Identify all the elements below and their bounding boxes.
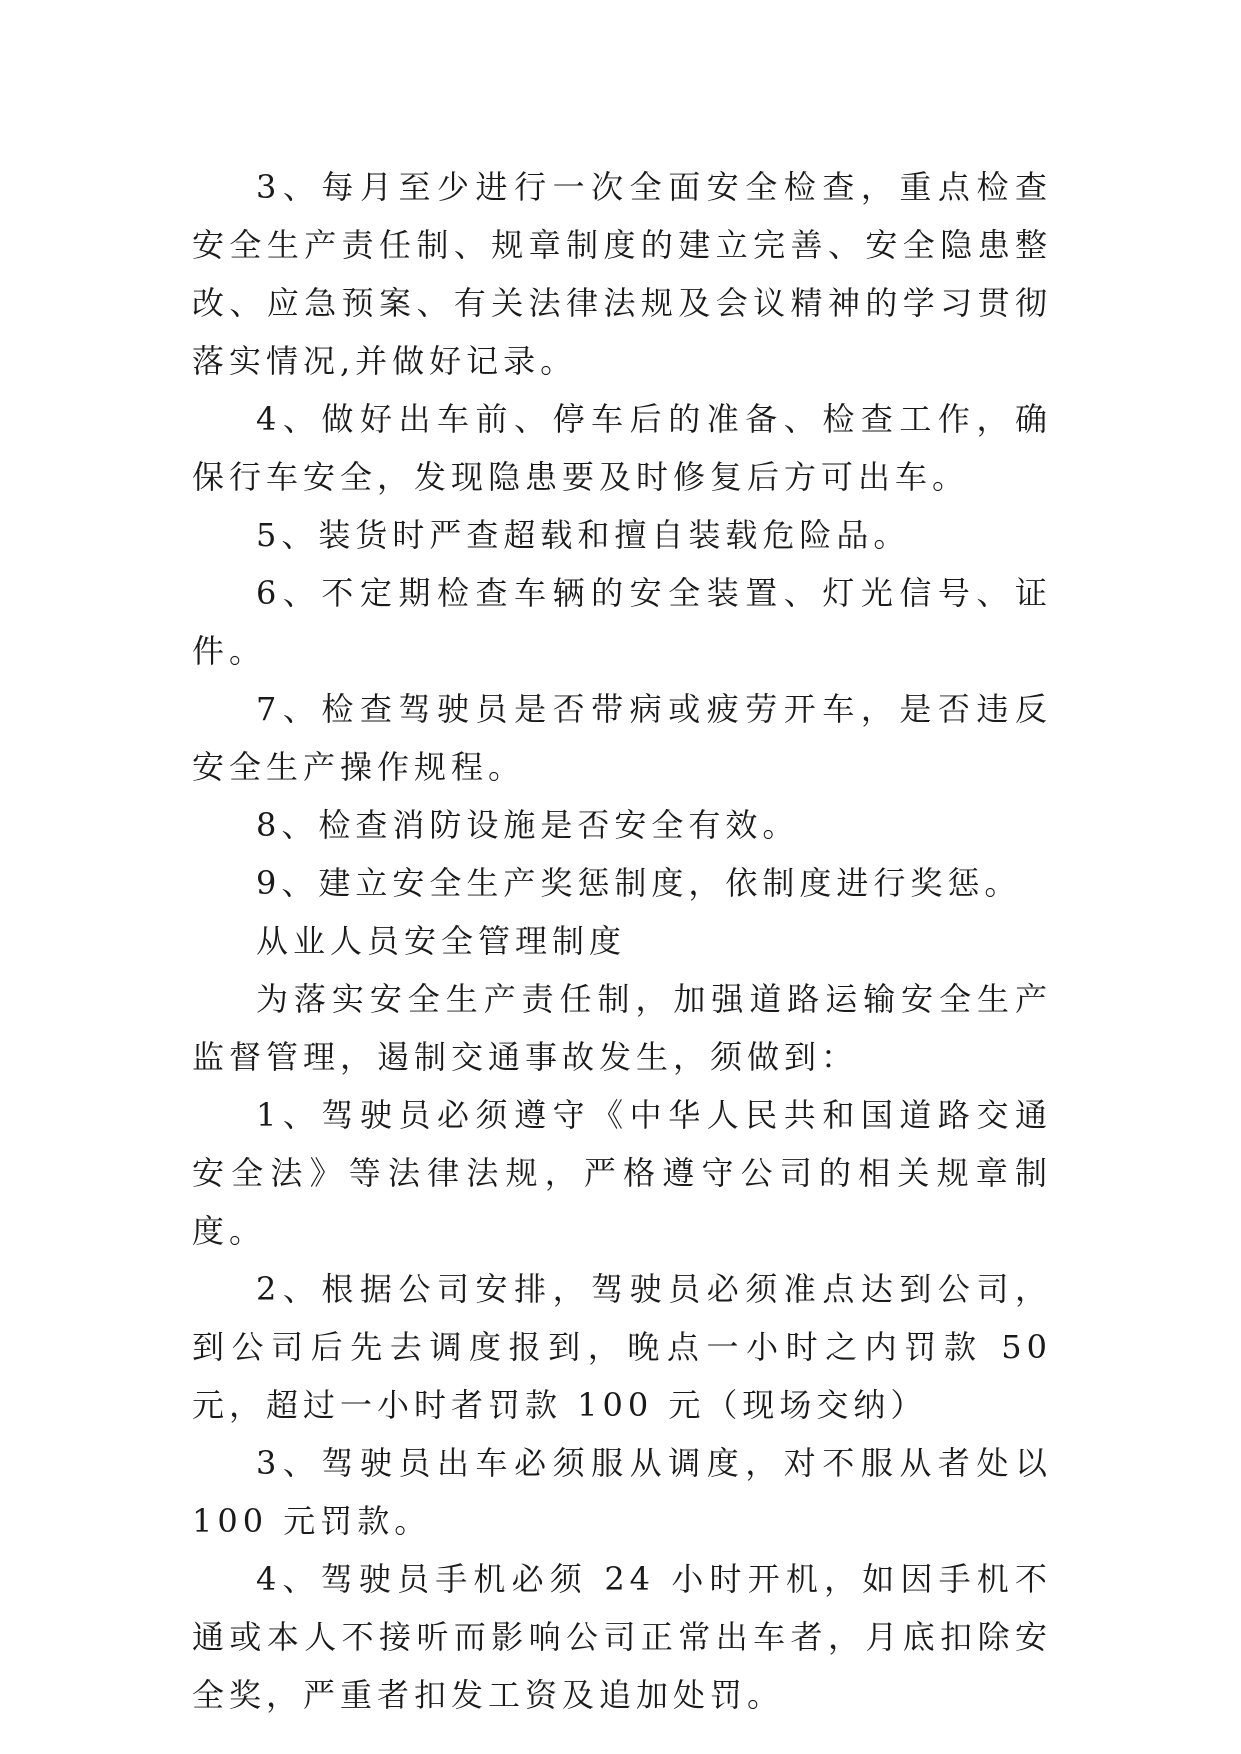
rule-item-4: 4、驾驶员手机必须 24 小时开机，如因手机不通或本人不接听而影响公司正常出车者，月底扣除安全奖，严重者扣发工资及追加处罚。 (192, 1560, 1052, 1714)
paragraph-item-3: 3、每月至少进行一次全面安全检查，重点检查安全生产责任制、规章制度的建立完善、安全隐患整改、应急预案、有关法律法规及会议精神的学习贯彻落实情况,并做好记录。 (192, 168, 1052, 380)
paragraph-item-5: 5、装货时严查超载和擅自装载危险品。 (256, 516, 911, 554)
section-intro: 为落实安全生产责任制，加强道路运输安全生产监督管理，遏制交通事故发生，须做到： (192, 980, 1052, 1076)
rule-item-3: 3、驾驶员出车必须服从调度，对不服从者处以 100 元罚款。 (192, 1444, 1052, 1540)
paragraph-item-8: 8、检查消防设施是否安全有效。 (256, 806, 800, 844)
section-title: 从业人员安全管理制度 (256, 922, 627, 960)
paragraph-item-7: 7、检查驾驶员是否带病或疲劳开车，是否违反安全生产操作规程。 (192, 690, 1052, 786)
rule-item-2: 2、根据公司安排，驾驶员必须准点达到公司，到公司后先去调度报到，晚点一小时之内罚款 50 元，超过一小时者罚款 100 元（现场交纳） (192, 1270, 1052, 1424)
document-body (192, 158, 1052, 1724)
rule-item-1: 1、驾驶员必须遵守《中华人民共和国道路交通安全法》等法律法规，严格遵守公司的相关规章制度。 (192, 1096, 1052, 1250)
paragraph-item-4: 4、做好出车前、停车后的准备、检查工作，确保行车安全，发现隐患要及时修复后方可出车。 (192, 400, 1052, 496)
paragraph-item-9: 9、建立安全生产奖惩制度，依制度进行奖惩。 (256, 864, 1022, 902)
paragraph-item-6: 6、不定期检查车辆的安全装置、灯光信号、证件。 (192, 574, 1052, 670)
